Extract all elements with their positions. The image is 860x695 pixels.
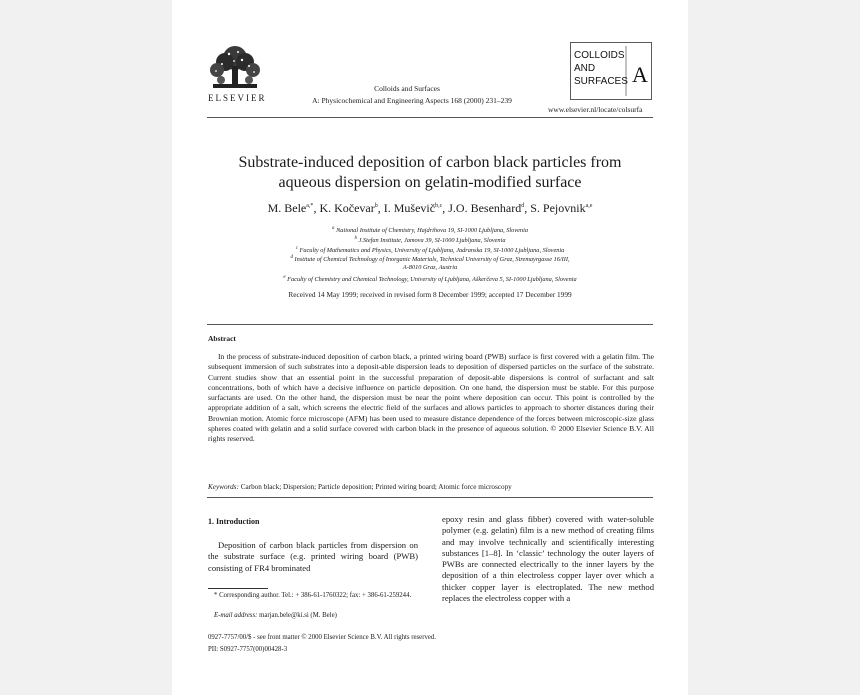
- article-title: [192, 153, 668, 193]
- journal-name: Colloids and Surfaces: [374, 84, 440, 93]
- affiliation: $^e$ Faculty of Chemistry and Chemical Technology, University of Ljubljana, Aškerčeva 5, SI-1000 Ljubljana, Slovenia: [283, 275, 577, 284]
- affiliation: $^b$ J.Stefan Institute, Jamova 39, SI-1000 Ljubljana, Slovenia: [354, 236, 506, 245]
- body-text-right-column: epoxy resin and glass fibber) covered with water-soluble polymer (e.g. gelatin) film is a new method of creating films and may involve technically and scientifically interesting substances [1–8]. In ‘classic’ technology the outer layers of PWBs are connected electrically to the inner layers by the deposition of a thin electroless copper layer over which a thicker copper layer is electroplated. The new method replaces the electroless copper with a: [442, 514, 654, 604]
- email-label: E-mail address:: [214, 612, 258, 619]
- author: J.O. Besenhard$^d$,: [448, 201, 531, 215]
- abstract-divider-bottom: [207, 497, 653, 498]
- elsevier-tree-logo: [207, 44, 263, 92]
- footnote-divider: [208, 588, 268, 589]
- journal-url[interactable]: www.elsevier.nl/locate/colsurfa: [548, 105, 643, 114]
- copyright-line: 0927-7757/00/$ - see front matter © 2000 Elsevier Science B.V. All rights reserved.: [208, 634, 436, 641]
- abstract-divider-top: [207, 324, 653, 325]
- affiliation: $^c$ Faculty of Mathematics and Physics, University of Ljubljana, Jadranska 19, SI-1000 Ljubljana, Slovenia: [295, 246, 565, 255]
- journal-logo-line-2: AND: [574, 63, 596, 74]
- journal-logo-line-3: SURFACES: [574, 76, 628, 87]
- journal-logo-letter: A: [632, 62, 648, 87]
- abstract-text: In the process of substrate-induced deposition of carbon black, a printed wiring board (PWB) surface is first covered with a gelatin film. The subsequent immersion of such substrates into a deposit-able dispersion leads to deposition of dispersed particles on the surface of the substrate. Current studies show that an essential point in the successful preparation of deposit-able dispersions is control of surfactant and salt concentrations, both of which have a decisive influence on particle deposition. On one hand, the dispersion must be stable. For this purpose surfactants are used. On the other hand, the dispersion must be near the point where deposition can occur. This point is controlled by the appropriate addition of a salt, which screens the electric field of the surfaces and allows particles to approach to shorter distances during their Brownian motion. Atomic force microscope (AFM) has been used to measure distance dependence of the forces between microscopic-size glass spheres coated with gelatin and a solid surface covered with carbon black in the presence of aqueous solution. © 2000 Elsevier Science B.V. All rights reserved.: [208, 352, 654, 444]
- keywords: [208, 483, 654, 491]
- keywords-label: Keywords:: [208, 483, 239, 491]
- journal-cover-logo: [570, 42, 652, 100]
- header-divider: [207, 117, 653, 118]
- keywords-list: Carbon black; Dispersion; Particle deposition; Printed wiring board; Atomic force microscopy: [240, 483, 512, 491]
- author-list: [192, 201, 668, 216]
- article-page: [172, 0, 688, 695]
- affiliation: $^d$ Institute of Chemical Technology of Inorganic Materials, Technical University of Graz, Stremayrgasse 16/III,: [290, 255, 570, 264]
- author: K. Kočevar$^b$,: [319, 201, 384, 215]
- author: I. Muševič$^{b,c}$,: [383, 201, 449, 215]
- pii-line: PII: S0927-7757(00)00428-3: [208, 646, 288, 653]
- journal-logo-line-1: COLLOIDS: [574, 50, 625, 61]
- corresponding-author-footnote: * Corresponding author. Tel.: + 386-61-1760322; fax: + 386-61-259244.: [214, 592, 412, 599]
- publisher-name: ELSEVIER: [208, 93, 267, 103]
- body-text-left-column: Deposition of carbon black particles from dispersion on the substrate surface (e.g. printed wiring board (PWB) consisting of FR4 brominated: [208, 540, 418, 573]
- abstract-heading: Abstract: [208, 334, 236, 343]
- author: S. Pejovnik$^{a,e}$: [530, 201, 593, 215]
- email-address[interactable]: marjan.bele@ki.si (M. Bele): [259, 612, 337, 619]
- section-heading-introduction: 1. Introduction: [208, 517, 260, 526]
- journal-reference: A: Physicochemical and Engineering Aspects 168 (2000) 231–239: [312, 96, 512, 105]
- affiliation: $^a$ National Institute of Chemistry, Hajdrihova 19, SI-1000 Ljubljana, Slovenia: [332, 226, 528, 235]
- affiliation: A-8010 Graz, Austria: [402, 264, 458, 271]
- author: M. Bele$^{a,*}$,: [267, 201, 320, 215]
- title-line-2: aqueous dispersion on gelatin-modified surface: [278, 174, 582, 191]
- received-dates: Received 14 May 1999; received in revised form 8 December 1999; accepted 17 December 1999: [288, 290, 572, 299]
- email-footnote: [208, 612, 418, 619]
- title-line-1: Substrate-induced deposition of carbon black particles from: [238, 154, 622, 171]
